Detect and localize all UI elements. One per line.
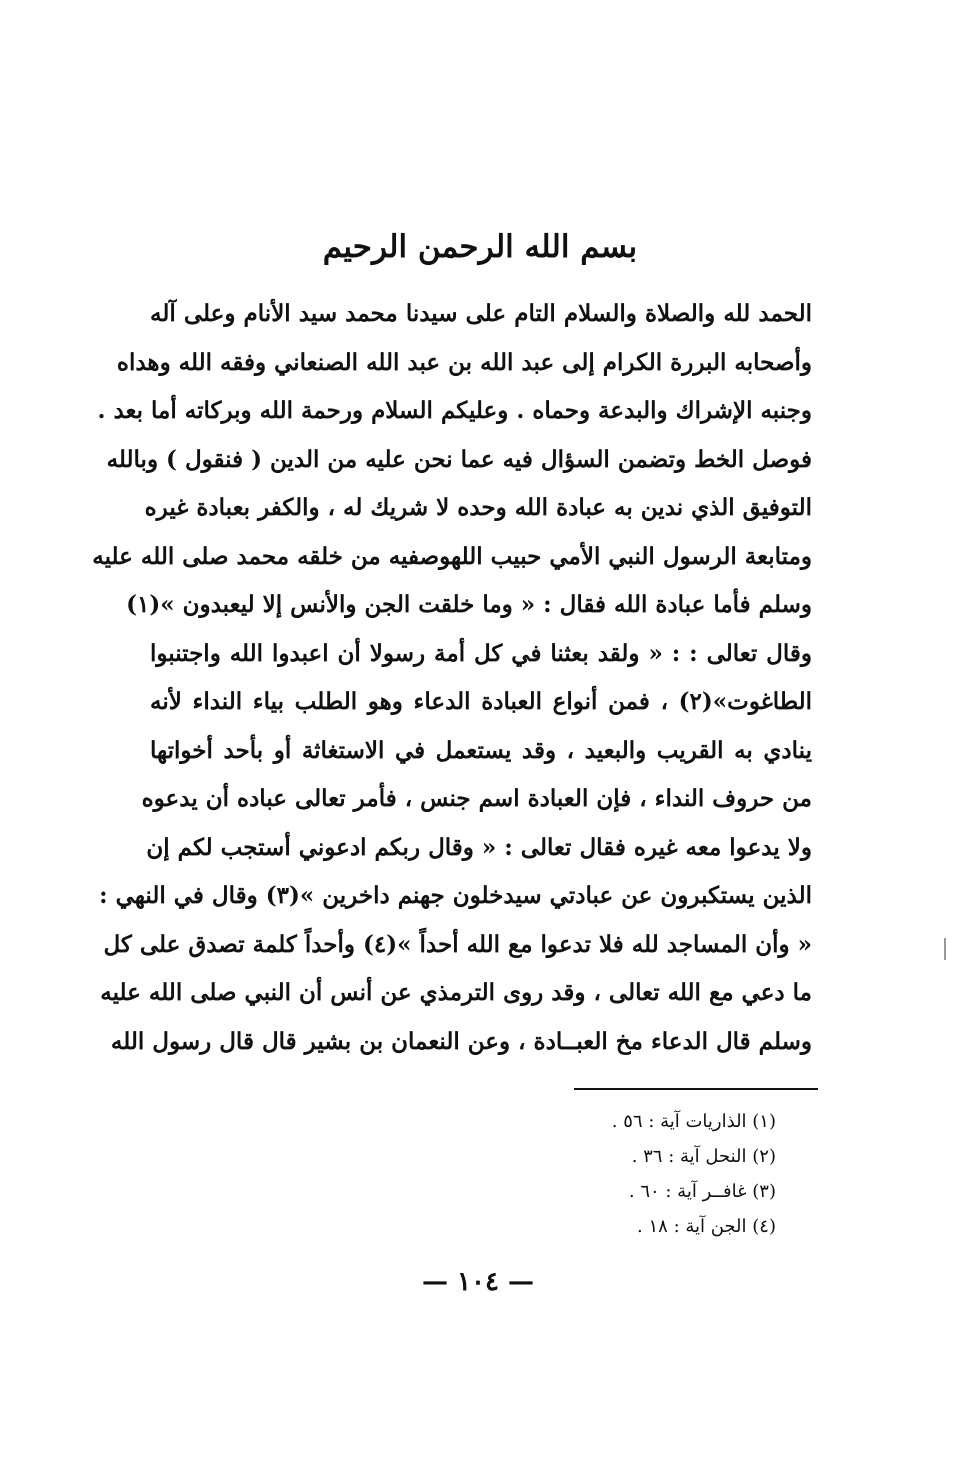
body-line: « وأن المساجد لله فلا تدعوا مع الله أحداً »(٤) وأحداً كلمة تصدق على كل: [103, 930, 812, 958]
body-line: الذين يستكبرون عن عبادتي سيدخلون جهنم داخرين »(٣) وقال في النهي :: [99, 882, 812, 909]
body-line: ولا يدعوا معه غيره فقال تعالى : « وقال ربكم ادعوني أستجب لكم إن: [146, 833, 812, 861]
body-line: وأصحابه البررة الكرام إلى عبد الله بن عبد الله الصنعاني وفقه الله وهداه: [116, 348, 812, 376]
body-line: وسلم فأما عبادة الله فقال : « وما خلقت الجن والأنس إلا ليعبدون »(١): [126, 591, 812, 618]
body-line: وقال تعالى : : « ولقد بعثنا في كل أمة رسولا أن اعبدوا الله واجتنبوا: [150, 639, 812, 667]
scan-artifact-mark: [944, 938, 946, 960]
body-line: ما دعي مع الله تعالى ، وقد روى الترمذي عن أنس أن النبي صلى الله عليه: [100, 979, 812, 1006]
body-line: وجنبه الإشراك والبدعة وحماه . وعليكم السلام ورحمة الله وبركاته أما بعد .: [97, 397, 812, 424]
page-number: — ١٠٤ —: [421, 1267, 535, 1297]
footnote-separator: [574, 1088, 818, 1090]
footnote-item: (٣) غافــر آية : ٦٠ .: [628, 1181, 776, 1202]
body-line: الطاغوت»(٢) ، فمن أنواع العبادة الدعاء وهو الطلب بياء النداء لأنه: [150, 688, 812, 715]
body-line: الحمد لله والصلاة والسلام التام على سيدنا محمد سيد الأنام وعلى آله: [150, 300, 812, 327]
footnotes-list: [500, 1104, 776, 1244]
basmala-heading: بسم الله الرحمن الرحيم: [322, 229, 638, 265]
body-text: [92, 290, 812, 1066]
footnote-item: (١) الذاريات آية : ٥٦ .: [611, 1111, 776, 1132]
footnote-item: (٤) الجن آية : ١٨ .: [637, 1216, 776, 1237]
body-line: من حروف النداء ، فإن العبادة اسم جنس ، فأمر تعالى عباده أن يدعوه: [141, 785, 812, 812]
footnote-item: (٢) النحل آية : ٣٦ .: [631, 1146, 776, 1167]
body-line: ينادي به القريب والبعيد ، وقد يستعمل في الاستغاثة أو بأحد أخواتها: [150, 736, 812, 764]
body-line: وسلم قال الدعاء مخ العبــادة ، وعن النعمان بن بشير قال قال رسول الله: [110, 1027, 812, 1055]
body-line: فوصل الخط وتضمن السؤال فيه عما نحن عليه من الدين ( فنقول ) وبالله: [106, 445, 812, 473]
body-line: التوفيق الذي ندين به عبادة الله وحده لا شريك له ، والكفر بعبادة غيره: [144, 494, 812, 521]
body-line: ومتابعة الرسول النبي الأمي حبيب اللهوصفيه من خلقه محمد صلى الله عليه: [92, 542, 812, 570]
